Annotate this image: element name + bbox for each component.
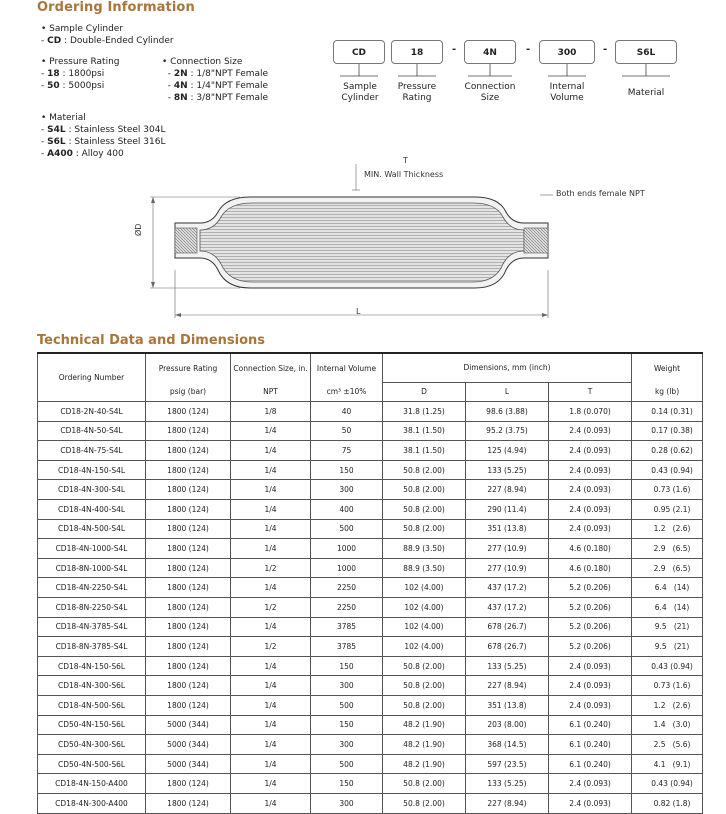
table-row xyxy=(38,500,703,520)
table-cell: 437 (17.2) xyxy=(466,578,549,598)
table-cell: 1/2 xyxy=(231,558,311,578)
table-cell: 351 (13.8) xyxy=(466,519,549,539)
box-label-sample xyxy=(336,82,384,104)
table-cell: 1800 (124) xyxy=(146,578,231,598)
table-cell: 1/2 xyxy=(231,598,311,618)
code-box-volume: 300 xyxy=(539,40,595,64)
box-label-connection xyxy=(460,82,520,104)
table-cell: 1800 (124) xyxy=(146,421,231,441)
table-cell: 6.1 (0.240) xyxy=(549,715,632,735)
table-row xyxy=(38,480,703,500)
table-cell: 2.9 (6.5) xyxy=(632,539,703,559)
table-row xyxy=(38,578,703,598)
table-cell: 1800 (124) xyxy=(146,558,231,578)
material-code: S6L xyxy=(47,137,66,147)
table-cell: 5000 (344) xyxy=(146,735,231,755)
table-cell: 150 xyxy=(311,460,383,480)
table-cell: 1/4 xyxy=(231,774,311,794)
table-cell: 0.17 (0.38) xyxy=(632,421,703,441)
col-d: D xyxy=(383,382,466,402)
table-cell: 133 (5.25) xyxy=(466,656,549,676)
table-cell: 300 xyxy=(311,793,383,813)
table-cell: 1/4 xyxy=(231,441,311,461)
table-cell: 150 xyxy=(311,715,383,735)
table-row xyxy=(38,519,703,539)
table-cell: 2.4 (0.093) xyxy=(549,460,632,480)
table-cell: 133 (5.25) xyxy=(466,774,549,794)
table-cell: 2.4 (0.093) xyxy=(549,519,632,539)
material-code: S4L xyxy=(47,125,66,135)
pressure-desc: 5000psi xyxy=(68,81,105,91)
code-box-material: S6L xyxy=(615,40,677,64)
ordering-number-cell: CD18-4N-150-S6L xyxy=(38,656,146,676)
table-cell: 48.2 (1.90) xyxy=(383,754,466,774)
table-cell: 2.9 (6.5) xyxy=(632,558,703,578)
col-ordering-number: Ordering Number xyxy=(38,353,146,402)
table-cell: 5.2 (0.206) xyxy=(549,578,632,598)
material-code: A400 xyxy=(47,149,73,159)
table-row xyxy=(38,421,703,441)
connection-desc: 3/8"NPT Female xyxy=(196,93,269,103)
code-box-pressure: 18 xyxy=(391,40,443,64)
table-cell: 31.8 (1.25) xyxy=(383,402,466,422)
connection-desc: 1/4"NPT Female xyxy=(196,81,269,91)
box-label-volume-line1: Internal xyxy=(549,82,585,92)
ordering-number-cell: CD50-4N-150-S6L xyxy=(38,715,146,735)
npt-ends-label: Both ends female NPT xyxy=(556,189,645,198)
table-cell: 0.28 (0.62) xyxy=(632,441,703,461)
table-cell: 5000 (344) xyxy=(146,754,231,774)
table-cell: 1/4 xyxy=(231,500,311,520)
table-cell: 1/4 xyxy=(231,696,311,716)
table-cell: 88.9 (3.50) xyxy=(383,539,466,559)
sample-code: CD xyxy=(47,36,62,46)
table-cell: 2.4 (0.093) xyxy=(549,441,632,461)
table-cell: 1/4 xyxy=(231,539,311,559)
code-box-sample: CD xyxy=(333,40,385,64)
table-cell: 1800 (124) xyxy=(146,402,231,422)
box-label-pressure-line2: Rating xyxy=(402,93,432,103)
table-cell: 2.4 (0.093) xyxy=(549,793,632,813)
table-cell: 50.8 (2.00) xyxy=(383,676,466,696)
table-cell: 1800 (124) xyxy=(146,460,231,480)
separator: - xyxy=(603,44,608,55)
col-pressure-unit: psig (bar) xyxy=(146,382,231,402)
table-row xyxy=(38,696,703,716)
table-cell: 50 xyxy=(311,421,383,441)
table-cell: 2.4 (0.093) xyxy=(549,656,632,676)
box-label-sample-line2: Cylinder xyxy=(341,93,379,103)
table-cell: 2.4 (0.093) xyxy=(549,774,632,794)
col-pressure: Pressure Rating xyxy=(146,353,231,382)
table-cell: 1.8 (0.070) xyxy=(549,402,632,422)
table-cell: 48.2 (1.90) xyxy=(383,715,466,735)
table-cell: 1800 (124) xyxy=(146,774,231,794)
table-cell: 102 (4.00) xyxy=(383,637,466,657)
table-cell: 597 (23.5) xyxy=(466,754,549,774)
table-cell: 1800 (124) xyxy=(146,696,231,716)
table-cell: 1/4 xyxy=(231,735,311,755)
sample-header: Sample Cylinder xyxy=(49,24,124,34)
table-row xyxy=(38,754,703,774)
table-cell: 4.6 (0.180) xyxy=(549,558,632,578)
table-cell: 1800 (124) xyxy=(146,539,231,559)
box-label-material: Material xyxy=(627,88,665,98)
table-cell: 1800 (124) xyxy=(146,441,231,461)
table-cell: 150 xyxy=(311,656,383,676)
col-dimensions: Dimensions, mm (inch) xyxy=(383,353,632,382)
table-cell: 1800 (124) xyxy=(146,500,231,520)
table-cell: 1/4 xyxy=(231,617,311,637)
table-cell: 1/4 xyxy=(231,519,311,539)
table-cell: 2.4 (0.093) xyxy=(549,500,632,520)
ordering-number-cell: CD18-8N-3785-S4L xyxy=(38,637,146,657)
table-row xyxy=(38,598,703,618)
table-cell: 0.43 (0.94) xyxy=(632,656,703,676)
table-cell: 50.8 (2.00) xyxy=(383,519,466,539)
table-cell: 9.5 (21) xyxy=(632,617,703,637)
table-cell: 0.43 (0.94) xyxy=(632,460,703,480)
box-label-pressure xyxy=(393,82,441,104)
table-cell: 38.1 (1.50) xyxy=(383,441,466,461)
table-cell: 300 xyxy=(311,480,383,500)
table-cell: 50.8 (2.00) xyxy=(383,480,466,500)
box-label-sample-line1: Sample xyxy=(343,82,377,92)
col-t: T xyxy=(549,382,632,402)
table-cell: 5.2 (0.206) xyxy=(549,617,632,637)
table-row xyxy=(38,774,703,794)
ordering-number-cell: CD50-4N-300-S6L xyxy=(38,735,146,755)
table-cell: 6.4 (14) xyxy=(632,598,703,618)
table-cell: 98.6 (3.88) xyxy=(466,402,549,422)
table-row xyxy=(38,637,703,657)
length-label: L xyxy=(356,307,361,316)
table-cell: 277 (10.9) xyxy=(466,539,549,559)
table-cell: 5.2 (0.206) xyxy=(549,637,632,657)
table-cell: 0.43 (0.94) xyxy=(632,774,703,794)
table-cell: 500 xyxy=(311,754,383,774)
table-cell: 277 (10.9) xyxy=(466,558,549,578)
table-cell: 1/4 xyxy=(231,480,311,500)
sample-cylinder-group: • Sample Cylinder - CD : Double-Ended Cylinder xyxy=(41,24,174,46)
connection-group: • Connection Size - 2N : 1/8"NPT Female - 4N : 1/4"NPT Female - 8N : 3/8"NPT Female xyxy=(162,57,269,103)
table-cell: 9.5 (21) xyxy=(632,637,703,657)
connection-code: 8N xyxy=(173,93,188,103)
table-cell: 351 (13.8) xyxy=(466,696,549,716)
material-desc: Alloy 400 xyxy=(81,149,124,159)
table-cell: 40 xyxy=(311,402,383,422)
t-label: T xyxy=(403,156,408,165)
table-cell: 1.4 (3.0) xyxy=(632,715,703,735)
col-connection: Connection Size, in. xyxy=(231,353,311,382)
connection-desc: 1/8"NPT Female xyxy=(196,69,269,79)
pressure-group: • Pressure Rating - 18 : 1800psi - 50 : 5000psi xyxy=(41,57,120,91)
technical-data-table xyxy=(37,352,703,814)
ordering-number-cell: CD18-4N-1000-S4L xyxy=(38,539,146,559)
ordering-number-cell: CD18-4N-75-S4L xyxy=(38,441,146,461)
separator: - xyxy=(452,44,457,55)
table-cell: 2250 xyxy=(311,578,383,598)
table-cell: 227 (8.94) xyxy=(466,793,549,813)
wall-thickness-label: MIN. Wall Thickness xyxy=(364,170,444,179)
table-cell: 300 xyxy=(311,676,383,696)
table-cell: 102 (4.00) xyxy=(383,598,466,618)
table-cell: 88.9 (3.50) xyxy=(383,558,466,578)
table-cell: 0.14 (0.31) xyxy=(632,402,703,422)
table-cell: 1800 (124) xyxy=(146,637,231,657)
table-cell: 1800 (124) xyxy=(146,676,231,696)
pressure-desc: 1800psi xyxy=(68,69,105,79)
connection-code: 4N xyxy=(173,81,188,91)
table-cell: 1000 xyxy=(311,558,383,578)
table-row xyxy=(38,441,703,461)
table-cell: 1/4 xyxy=(231,578,311,598)
table-cell: 2250 xyxy=(311,598,383,618)
table-cell: 48.2 (1.90) xyxy=(383,735,466,755)
ordering-number-cell: CD18-4N-50-S4L xyxy=(38,421,146,441)
material-desc: Stainless Steel 316L xyxy=(74,137,166,147)
table-cell: 300 xyxy=(311,735,383,755)
pressure-code: 18 xyxy=(47,69,60,79)
ordering-number-cell: CD18-4N-3785-S4L xyxy=(38,617,146,637)
box-label-pressure-line1: Pressure xyxy=(397,82,437,92)
table-cell: 500 xyxy=(311,696,383,716)
ordering-number-cell: CD50-4N-500-S6L xyxy=(38,754,146,774)
ordering-number-cell: CD18-8N-2250-S4L xyxy=(38,598,146,618)
table-cell: 1/4 xyxy=(231,460,311,480)
col-weight: Weight xyxy=(632,353,703,382)
table-cell: 5000 (344) xyxy=(146,715,231,735)
technical-title: Technical Data and Dimensions xyxy=(37,333,266,348)
ordering-number-cell: CD18-2N-40-S4L xyxy=(38,402,146,422)
table-cell: 1800 (124) xyxy=(146,617,231,637)
pressure-code: 50 xyxy=(47,81,60,91)
diameter-label: ØD xyxy=(134,223,143,236)
table-cell: 203 (8.00) xyxy=(466,715,549,735)
table-cell: 150 xyxy=(311,774,383,794)
cylinder-drawing xyxy=(0,150,726,325)
ordering-number-cell: CD18-4N-300-A400 xyxy=(38,793,146,813)
table-cell: 2.4 (0.093) xyxy=(549,676,632,696)
ordering-number-cell: CD18-4N-500-S6L xyxy=(38,696,146,716)
table-cell: 1/4 xyxy=(231,421,311,441)
table-cell: 2.4 (0.093) xyxy=(549,421,632,441)
box-label-volume xyxy=(540,82,594,104)
table-cell: 95.2 (3.75) xyxy=(466,421,549,441)
table-cell: 678 (26.7) xyxy=(466,637,549,657)
ordering-title: Ordering Information xyxy=(37,0,195,15)
material-group: • Material - S4L : Stainless Steel 304L - S6L : Stainless Steel 316L - A400 : Alloy 400 xyxy=(41,113,166,159)
material-desc: Stainless Steel 304L xyxy=(74,125,166,135)
table-cell: 1800 (124) xyxy=(146,793,231,813)
col-weight-unit: kg (lb) xyxy=(632,382,703,402)
table-row xyxy=(38,676,703,696)
table-row xyxy=(38,735,703,755)
table-cell: 50.8 (2.00) xyxy=(383,696,466,716)
table-cell: 50.8 (2.00) xyxy=(383,774,466,794)
col-volume: Internal Volume xyxy=(311,353,383,382)
table-cell: 1.2 (2.6) xyxy=(632,696,703,716)
table-cell: 50.8 (2.00) xyxy=(383,500,466,520)
table-cell: 4.6 (0.180) xyxy=(549,539,632,559)
table-cell: 1/8 xyxy=(231,402,311,422)
table-cell: 38.1 (1.50) xyxy=(383,421,466,441)
table-cell: 3785 xyxy=(311,637,383,657)
table-row xyxy=(38,656,703,676)
box-label-connection-line2: Size xyxy=(480,93,500,103)
ordering-number-cell: CD18-4N-300-S4L xyxy=(38,480,146,500)
box-label-volume-line2: Volume xyxy=(550,93,584,103)
table-cell: 227 (8.94) xyxy=(466,676,549,696)
table-cell: 75 xyxy=(311,441,383,461)
ordering-number-cell: CD18-4N-300-S6L xyxy=(38,676,146,696)
ordering-number-cell: CD18-4N-500-S4L xyxy=(38,519,146,539)
table-cell: 500 xyxy=(311,519,383,539)
table-row xyxy=(38,402,703,422)
table-cell: 1800 (124) xyxy=(146,480,231,500)
table-cell: 6.4 (14) xyxy=(632,578,703,598)
table-cell: 1/4 xyxy=(231,715,311,735)
table-cell: 0.82 (1.8) xyxy=(632,793,703,813)
table-cell: 400 xyxy=(311,500,383,520)
table-cell: 678 (26.7) xyxy=(466,617,549,637)
table-cell: 1.2 (2.6) xyxy=(632,519,703,539)
table-row xyxy=(38,460,703,480)
table-row xyxy=(38,558,703,578)
table-cell: 50.8 (2.00) xyxy=(383,656,466,676)
table-cell: 1/4 xyxy=(231,793,311,813)
table-cell: 0.95 (2.1) xyxy=(632,500,703,520)
ordering-number-cell: CD18-8N-1000-S4L xyxy=(38,558,146,578)
box-label-connection-line1: Connection xyxy=(464,82,516,92)
table-cell: 290 (11.4) xyxy=(466,500,549,520)
ordering-number-cell: CD18-4N-400-S4L xyxy=(38,500,146,520)
table-cell: 1/4 xyxy=(231,754,311,774)
table-cell: 50.8 (2.00) xyxy=(383,793,466,813)
table-cell: 6.1 (0.240) xyxy=(549,735,632,755)
table-cell: 1800 (124) xyxy=(146,598,231,618)
table-row xyxy=(38,617,703,637)
table-cell: 133 (5.25) xyxy=(466,460,549,480)
material-header: Material xyxy=(49,113,86,123)
table-cell: 437 (17.2) xyxy=(466,598,549,618)
technical-table-body xyxy=(38,402,703,813)
table-cell: 102 (4.00) xyxy=(383,617,466,637)
table-cell: 0.73 (1.6) xyxy=(632,480,703,500)
table-cell: 3785 xyxy=(311,617,383,637)
table-row xyxy=(38,793,703,813)
connection-header: Connection Size xyxy=(170,57,243,67)
table-cell: 125 (4.94) xyxy=(466,441,549,461)
ordering-number-cell: CD18-4N-150-A400 xyxy=(38,774,146,794)
table-cell: 368 (14.5) xyxy=(466,735,549,755)
table-cell: 5.2 (0.206) xyxy=(549,598,632,618)
col-l: L xyxy=(466,382,549,402)
ordering-number-cell: CD18-4N-2250-S4L xyxy=(38,578,146,598)
pressure-header: Pressure Rating xyxy=(49,57,120,67)
ordering-number-cell: CD18-4N-150-S4L xyxy=(38,460,146,480)
table-cell: 0.73 (1.6) xyxy=(632,676,703,696)
table-cell: 1800 (124) xyxy=(146,656,231,676)
table-cell: 2.4 (0.093) xyxy=(549,480,632,500)
table-cell: 1000 xyxy=(311,539,383,559)
connection-code: 2N xyxy=(173,69,188,79)
table-cell: 1/2 xyxy=(231,637,311,657)
code-box-connection: 4N xyxy=(464,40,516,64)
table-cell: 2.5 (5.6) xyxy=(632,735,703,755)
table-cell: 1/4 xyxy=(231,656,311,676)
table-cell: 227 (8.94) xyxy=(466,480,549,500)
table-cell: 1800 (124) xyxy=(146,519,231,539)
col-connection-unit: NPT xyxy=(231,382,311,402)
table-row xyxy=(38,715,703,735)
table-row xyxy=(38,539,703,559)
sample-desc: Double-Ended Cylinder xyxy=(69,36,174,46)
table-cell: 4.1 (9.1) xyxy=(632,754,703,774)
table-cell: 1/4 xyxy=(231,676,311,696)
table-cell: 102 (4.00) xyxy=(383,578,466,598)
table-cell: 2.4 (0.093) xyxy=(549,696,632,716)
table-cell: 6.1 (0.240) xyxy=(549,754,632,774)
col-volume-unit: cm³ ±10% xyxy=(311,382,383,402)
table-cell: 50.8 (2.00) xyxy=(383,460,466,480)
separator: - xyxy=(526,44,531,55)
